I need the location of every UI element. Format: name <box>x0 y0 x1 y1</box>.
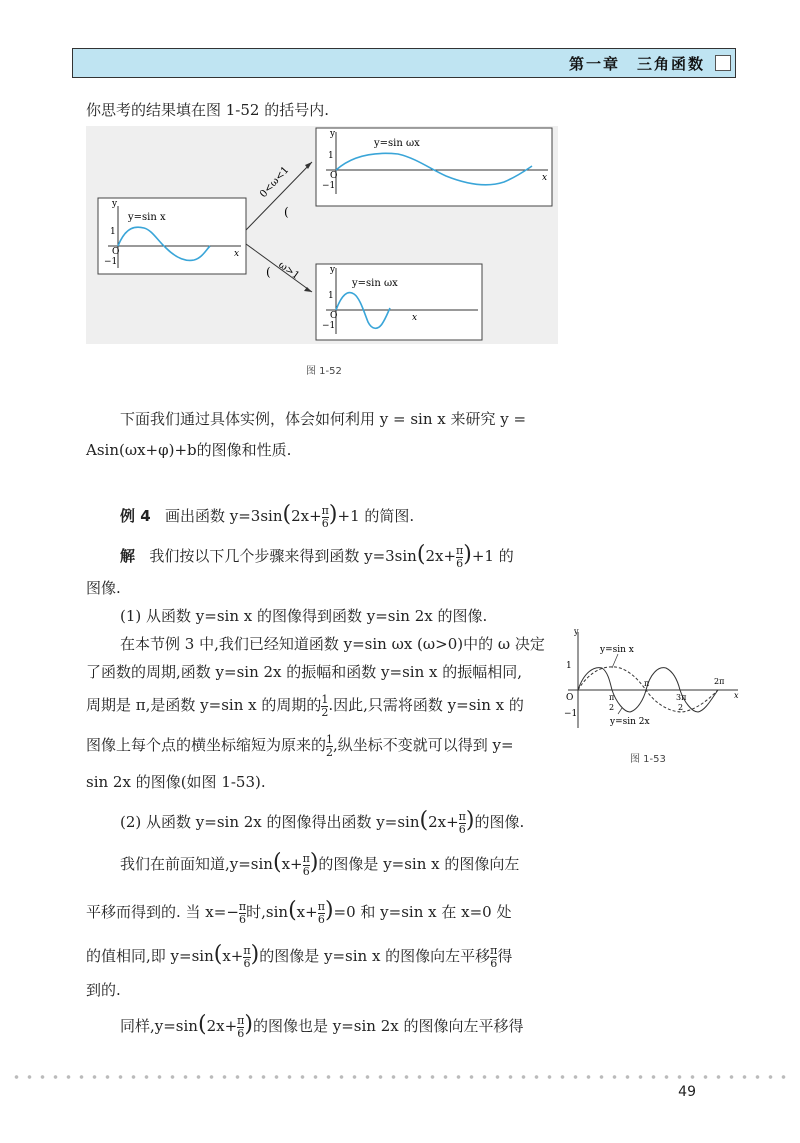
p2-l2a: 平移而得到的. 当 x=− <box>86 903 239 921</box>
p2-l3c: 得 <box>497 947 513 965</box>
f53-pi: π <box>644 679 650 688</box>
step1-l4a: 图像上每个点的横坐标缩短为原来的 <box>86 736 327 754</box>
step1-l4-num: 1 <box>326 732 334 746</box>
example-4: 例 4 画出函数 y=3sin(2x+ $\frac{\pi}{6}$ )+1 的简图. <box>120 502 415 530</box>
condition-bottom: ω>1 <box>276 259 302 282</box>
p2-l3b: 的图像是 y=sin x 的图像向左平移 <box>259 947 491 965</box>
p2-l2-den: 6 <box>239 912 247 926</box>
step2-b: 的图像. <box>474 813 525 831</box>
f53-2pi: 2π <box>714 677 725 686</box>
solution-frac-den: 6 <box>456 556 464 570</box>
step1-line5: sin 2x 的图像(如图 1-53). <box>86 773 266 791</box>
top-neg-one-label: −1 <box>322 181 336 191</box>
f53-label-sin2x-pointer <box>618 708 622 714</box>
p2-l1-num: π <box>302 851 310 865</box>
p3-b: 的图像也是 y=sin 2x 的图像向左平移得 <box>252 1017 524 1035</box>
page-number: 49 <box>678 1084 696 1100</box>
f53-x-label: x <box>734 691 739 700</box>
p2-line3: 的值相同,即 y=sin(x+ $\frac{\pi}{6}$ )的图像是 y=sin x 的图像向左平移 $\frac{\pi}{6}$ 得 <box>86 942 513 970</box>
bottom-origin-label: O <box>330 311 338 321</box>
p2-l2c: =0 和 y=sin x 在 x=0 处 <box>333 903 512 921</box>
chapter-title: 第一章 三角函数 <box>568 55 705 73</box>
left-one-label: 1 <box>110 227 116 237</box>
para1-line2: Asin(ωx+φ)+b的图像和性质. <box>86 441 292 459</box>
panel-left <box>98 198 246 274</box>
step2-title: (2) 从函数 y=sin 2x 的图像得出函数 y=sin(2x+ $\frac{\pi}{6}$ )的图像. <box>120 808 525 836</box>
left-origin-label: O <box>112 247 120 257</box>
footer-dotted-line <box>10 1074 790 1080</box>
step2-a: (2) 从函数 y=sin 2x 的图像得出函数 y=sin <box>120 813 420 831</box>
step1-l3b: .因此,只需将函数 y=sin x 的 <box>328 696 524 714</box>
step1-line1: 在本节例 3 中,我们已经知道函数 y=sin ωx (ω>0)中的 ω 决定 <box>120 635 545 653</box>
p2-l3-den: 6 <box>243 956 251 970</box>
top-curve-label: y=sin ωx <box>374 138 420 149</box>
p3-a: 同样,y=sin <box>120 1017 198 1035</box>
step1-l3-den: 2 <box>321 705 329 719</box>
solution-text-1: 我们按以下几个步骤来得到函数 y=3sin <box>149 547 417 565</box>
step1-l4-den: 2 <box>326 745 334 759</box>
bottom-one-label: 1 <box>328 291 334 301</box>
p2-l1b: 的图像是 y=sin x 的图像向左 <box>318 855 520 873</box>
step1-l3-num: 1 <box>321 692 329 706</box>
step1-line2: 了函数的周期,函数 y=sin 2x 的振幅和函数 y=sin x 的振幅相同, <box>86 663 523 681</box>
example-text-1: 画出函数 y=3sin <box>164 507 283 525</box>
figure-1-53-caption: 图 1-53 <box>630 754 666 765</box>
solution-text-2: +1 的 <box>471 547 514 565</box>
step2-num: π <box>458 809 466 823</box>
p2-l2b: 时,sin <box>246 903 289 921</box>
f53-origin: O <box>566 693 574 703</box>
p2-l2-inner: x+ <box>296 903 318 921</box>
f53-neg-one: −1 <box>564 709 578 719</box>
panel-top <box>316 128 552 206</box>
bottom-neg-one-label: −1 <box>322 321 336 331</box>
f53-3pi2-den: 2 <box>678 703 684 712</box>
figure-1-52-caption: 图 1-52 <box>306 366 342 377</box>
top-y-label: y <box>330 129 336 139</box>
p2-l1-inner: x+ <box>281 855 303 873</box>
bottom-y-label: y <box>330 265 336 275</box>
p2-l2-num: π <box>238 899 247 913</box>
p2-l1a: 我们在前面知道,y=sin <box>120 855 273 873</box>
example-frac-den: 6 <box>321 516 329 530</box>
step1-l4b: ,纵坐标不变就可以得到 y= <box>333 736 514 754</box>
f53-label-sin: y=sin x <box>600 645 634 655</box>
p3-num: π <box>237 1013 245 1027</box>
left-x-label: x <box>234 249 240 259</box>
example-text-2: +1 的简图. <box>337 507 415 525</box>
solution-inner: 2x+ <box>425 547 457 565</box>
p2-l3-inner: x+ <box>222 947 244 965</box>
para1-line1: 下面我们通过具体实例，体会如何利用 y = sin x 来研究 y = <box>120 410 527 428</box>
f53-label-sin2x: y=sin 2x <box>610 717 650 727</box>
example-label: 例 4 <box>120 507 151 525</box>
p3-den: 6 <box>237 1026 245 1040</box>
f53-pi2-den: 2 <box>609 703 615 712</box>
solution-line-1: 解 我们按以下几个步骤来得到函数 y=3sin(2x+ $\frac{\pi}{6}$ )+1 的 <box>120 542 514 570</box>
solution-line-2: 图像. <box>86 579 121 597</box>
chapter-header-bar <box>72 48 736 78</box>
step2-inner: 2x+ <box>428 813 459 831</box>
left-y-label: y <box>112 199 118 209</box>
p2-line2: 平移而得到的. 当 x=− $\frac{\pi}{6}$ 时,sin(x+ $\frac{\pi}{6}$ )=0 和 y=sin x 在 x=0 处 <box>86 898 512 926</box>
f53-one: 1 <box>566 661 572 671</box>
step1-title: (1) 从函数 y=sin x 的图像得到函数 y=sin 2x 的图像. <box>120 607 488 625</box>
p2-line4: 到的. <box>86 981 121 999</box>
intro-text: 你思考的结果填在图 1-52 的括号内. <box>86 101 330 119</box>
top-x-label: x <box>542 173 548 183</box>
example-frac-num: π <box>321 503 329 517</box>
solution-frac-num: π <box>456 543 464 557</box>
p2-l3a: 的值相同,即 y=sin <box>86 947 214 965</box>
left-curve-label: y=sin x <box>128 212 166 223</box>
top-one-label: 1 <box>328 151 334 161</box>
p2-l3-num: π <box>243 943 251 957</box>
f53-pi2-num: π <box>609 693 615 702</box>
p2-l2-den2: 6 <box>317 912 325 926</box>
step1-l3a: 周期是 π,是函数 y=sin x 的周期的 <box>86 696 322 714</box>
f53-y-label: y <box>574 628 579 636</box>
paren-bottom: ( <box>266 265 271 279</box>
figure-1-52-drawing <box>86 126 558 344</box>
top-origin-label: O <box>330 171 338 181</box>
step2-den: 6 <box>458 822 466 836</box>
f53-label-sin-pointer <box>612 654 618 668</box>
step1-line3 <box>86 690 524 720</box>
header-square-icon <box>715 55 731 71</box>
p3-line1: 同样,y=sin(2x+ $\frac{\pi}{6}$ )的图像也是 y=sin 2x 的图像向左平移得 <box>120 1012 524 1040</box>
panel-bottom <box>316 264 482 340</box>
p2-line1: 我们在前面知道,y=sin(x+ $\frac{\pi}{6}$ )的图像是 y=sin x 的图像向左 <box>120 850 520 878</box>
p3-inner: 2x+ <box>206 1017 238 1035</box>
bottom-x-label: x <box>412 313 418 323</box>
step1-line4 <box>86 730 514 760</box>
example-inner: 2x+ <box>291 507 322 525</box>
p2-l1-den: 6 <box>302 864 310 878</box>
f53-sin-curve <box>578 667 718 712</box>
figure-1-53-drawing <box>560 628 742 738</box>
p2-l2-num2: π <box>317 899 325 913</box>
f53-3pi2-num: 3π <box>676 693 687 702</box>
left-neg-one-label: −1 <box>104 257 118 267</box>
solution-label: 解 <box>120 547 136 565</box>
paren-top: ( <box>284 205 289 219</box>
arrow-down-head <box>304 287 312 292</box>
bottom-curve-label: y=sin ωx <box>352 278 398 289</box>
condition-top: 0<ω<1 <box>258 164 292 201</box>
p2-l3-den2: 6 <box>490 956 498 970</box>
p2-l3-num2: π <box>490 943 498 957</box>
